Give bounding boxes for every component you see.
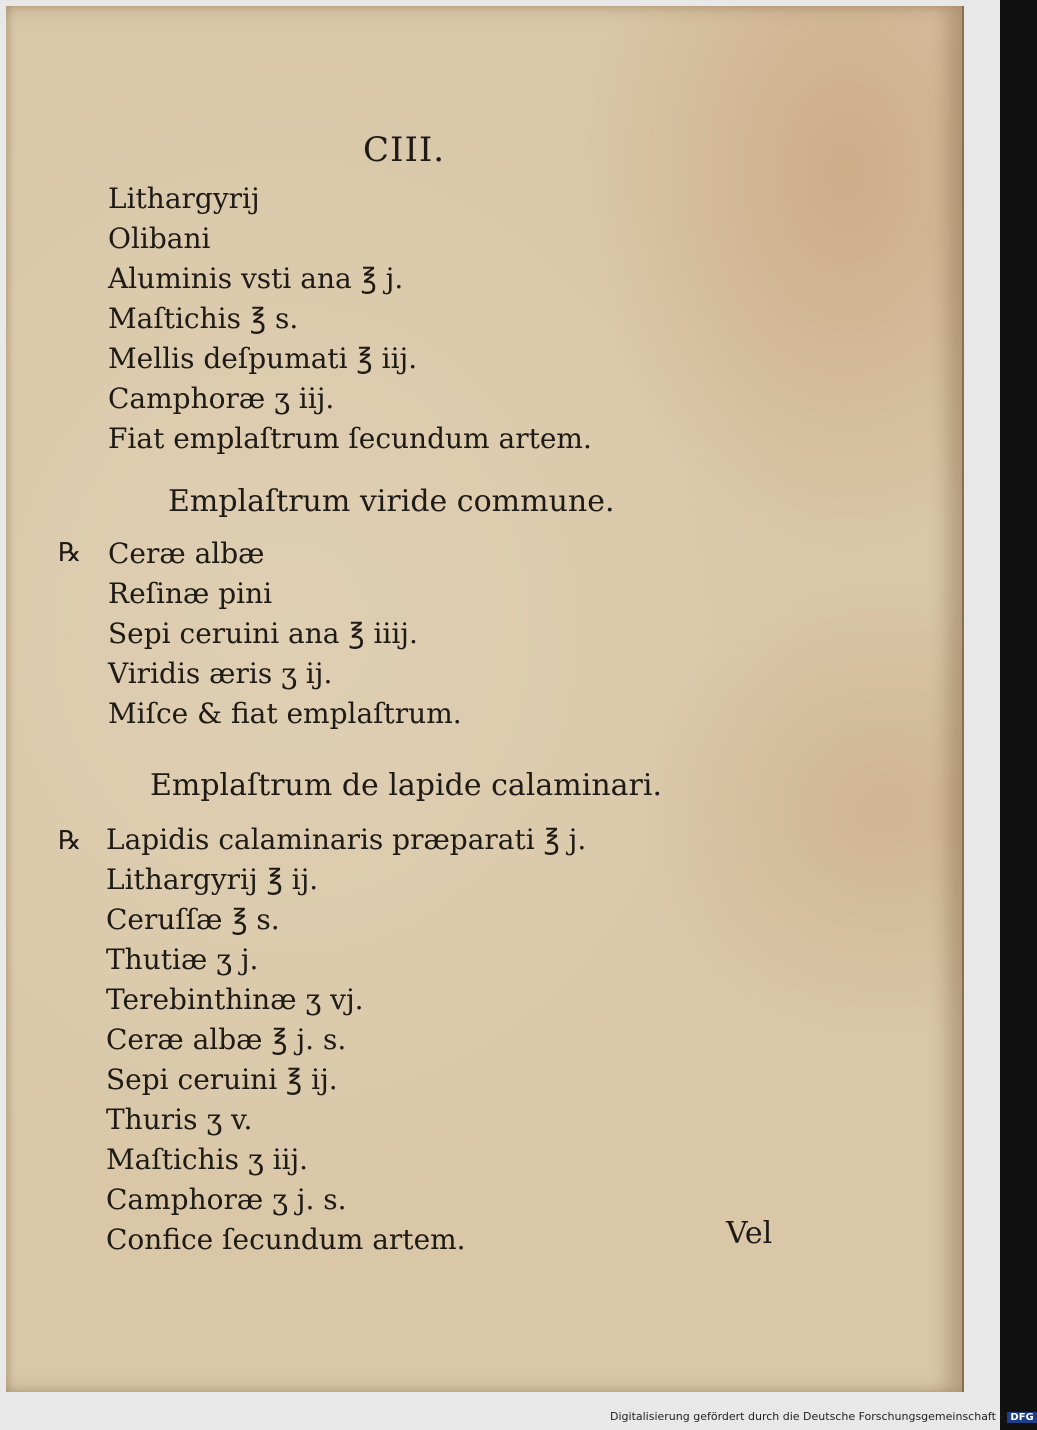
recipe-line: Viridis æris ʒ ij. [108,657,333,690]
recipe-line: Camphoræ ʒ iij. [108,382,335,415]
recipe-line: Maſtichis ʒ iij. [106,1143,309,1176]
recipe-line: Miſce & fiat emplaſtrum. [108,697,462,730]
recipe-line: Ceræ albæ [108,537,265,570]
recipe-line: Thutiæ ʒ j. [106,943,259,976]
digitization-credit [610,1410,1037,1423]
section-heading: Emplaſtrum de lapide calaminari. [150,768,662,803]
recipe-line: Ceræ albæ ℥ j. s. [106,1023,347,1056]
recipe-line: Ceruſſæ ℥ s. [106,903,280,936]
recipe-line: Sepi ceruini ana ℥ iiij. [108,617,418,650]
recipe-line: Terebinthinæ ʒ vj. [106,983,364,1016]
dfg-logo: DFG [1007,1412,1036,1423]
recipe-symbol: ℞ [58,538,82,568]
recipe-line: Fiat emplaſtrum ſecundum artem. [108,422,592,455]
section-heading: Emplaſtrum viride commune. [168,484,615,519]
credit-text: Digitalisierung gefördert durch die Deutsche Forschungsgemeinschaft - [610,1410,1004,1423]
recipe-line: Olibani [108,222,211,255]
recipe-line: Camphoræ ʒ j. s. [106,1183,347,1216]
recipe-line: Confice ſecundum artem. [106,1223,466,1256]
recipe-line: Lithargyrij ℥ ij. [106,863,319,896]
recipe-line: Maſtichis ℥ s. [108,302,299,335]
recipe-line: Aluminis vsti ana ℥ j. [108,262,404,295]
recipe-symbol: ℞ [58,826,82,856]
recipe-line: Mellis deſpumati ℥ iij. [108,342,418,375]
catchword: Vel [726,1216,773,1251]
folio-number: CIII. [363,130,446,170]
recipe-line: Lapidis calaminaris præparati ℥ j. [106,823,587,856]
recipe-line: Thuris ʒ v. [106,1103,253,1136]
book-page [6,6,964,1392]
recipe-line: Reſinæ pini [108,577,273,610]
recipe-line: Sepi ceruini ℥ ij. [106,1063,338,1096]
recipe-line: Lithargyrij [108,182,260,215]
